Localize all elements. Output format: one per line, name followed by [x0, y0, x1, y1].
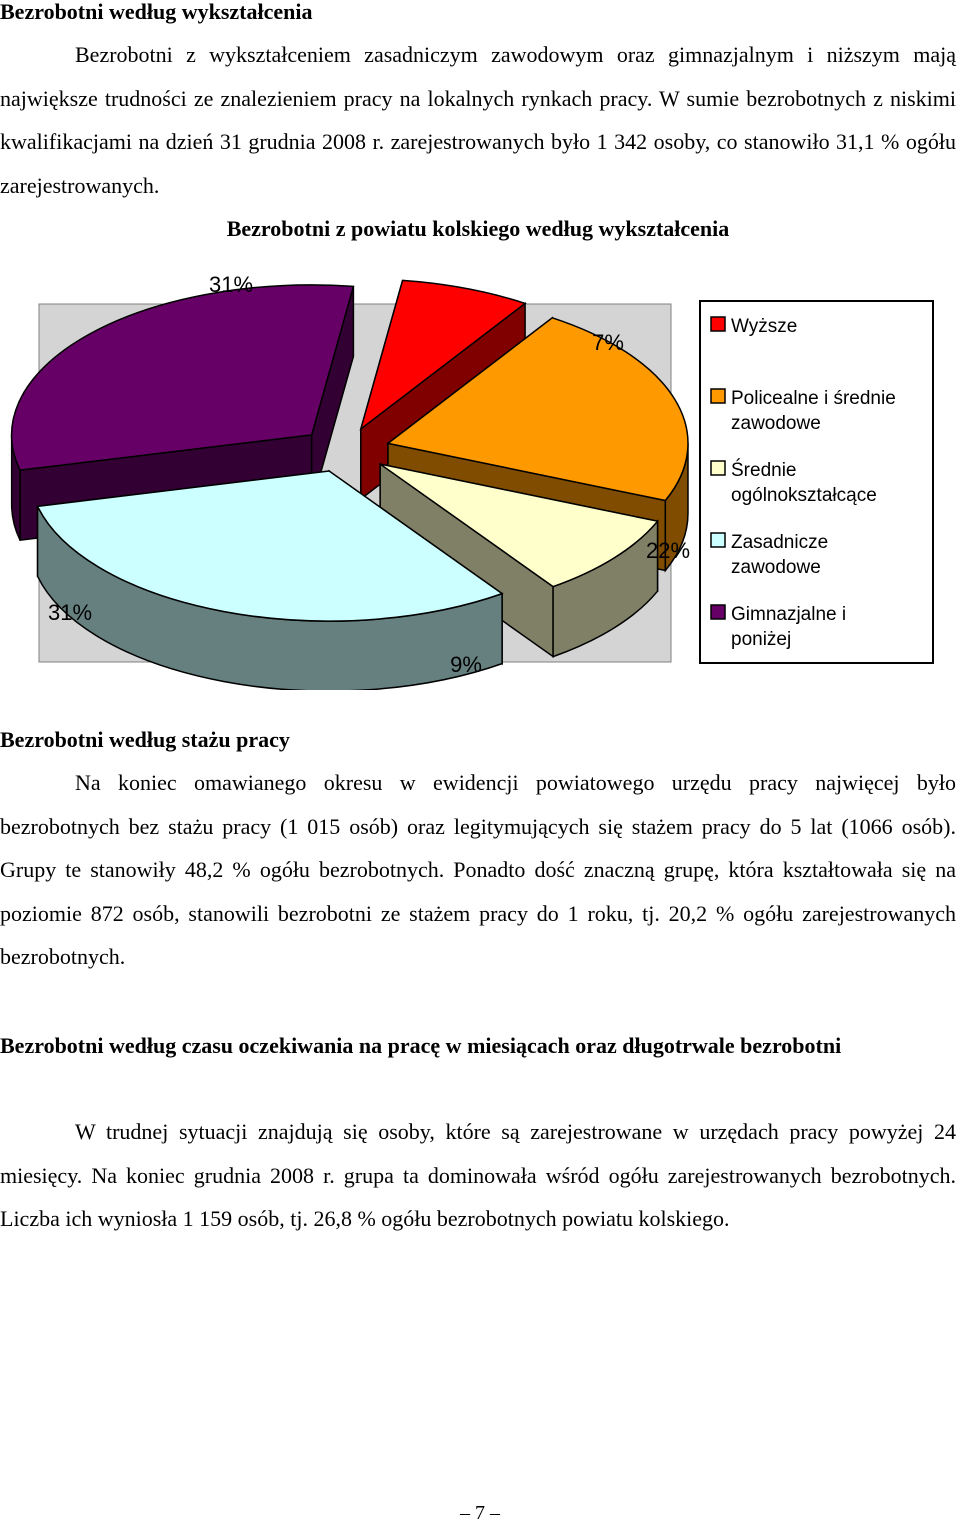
page-number: – 7 – [460, 1502, 500, 1524]
legend-swatch [711, 533, 725, 547]
legend-label: Zasadnicze zawodowe [731, 532, 829, 578]
section-heading-waiting-time: Bezrobotni według czasu oczekiwania na pracę w miesiącach oraz długotrwale bezrobotni [0, 1033, 842, 1058]
legend-label: Gimnazjalne i poniżej [731, 604, 847, 650]
legend-label: Policealne i średnie zawodowe [731, 388, 896, 434]
legend-swatch [711, 389, 725, 403]
legend-swatch [711, 461, 725, 475]
education-paragraph: Bezrobotni z wykształceniem zasadniczym zawodowym oraz gimnazjalnym i niższym mają największe trudności ze znalezieniem pracy na lokalnych rynkach pracy. W sumie bezrobotnych z niskimi kwalifikacjami na dzień 31 grudnia 2008 r. zarejestrowanych było 1 342 osoby, co stanowiło 31,1 % ogółu zarejestrowanych. [0, 42, 956, 198]
pie-slices [12, 280, 691, 690]
work-experience-paragraph: Na koniec omawianego okresu w ewidencji powiatowego urzędu pracy najwięcej było bezrobotnych bez stażu pracy (1 015 osób) oraz legitymujących się stażem pracy do 5 lat (1066 osób). Grupy te stanowiły 48,2 % ogółu bezrobotnych. Ponadto dość znaczną grupę, która kształtowała się na poziomie 872 osób, stanowili bezrobotni ze stażem pracy do 1 roku, tj. 20,2 % ogółu zarejestrowanych bezrobotnych. [0, 770, 956, 969]
education-pie-chart [0, 270, 960, 690]
waiting-time-paragraph: W trudnej sytuacji znajdują się osoby, które są zarejestrowane w urzędach pracy powyżej 24 miesięcy. Na koniec grudnia 2008 r. grupa ta dominowała wśród ogółu zarejestrowanych bezrobotnych. Liczba ich wyniosła 1 159 osób, tj. 26,8 % ogółu bezrobotnych powiatu kolskiego. [0, 1119, 956, 1231]
legend-label: Wyższe [731, 316, 798, 337]
label-zasadnicze-zawodowe: 31% [47, 600, 93, 625]
legend-label: Średnie ogólnokształcące [731, 460, 877, 506]
legend-swatch [711, 605, 725, 619]
label-wyzsze: 7% [592, 330, 624, 355]
legend-swatch [711, 317, 725, 331]
section-heading-work-experience: Bezrobotni według stażu pracy [0, 727, 290, 752]
label-policealne-i-srednie-zawodowe: 22% [645, 538, 691, 563]
chart-caption: Bezrobotni z powiatu kolskiego według wykształcenia [226, 216, 730, 241]
section-heading-education: Bezrobotni według wykształcenia [0, 0, 313, 24]
label-gimnazjalne-i-ponizej: 31% [208, 272, 254, 297]
label-srednie-ogolnoksztalcace: 9% [450, 652, 482, 677]
